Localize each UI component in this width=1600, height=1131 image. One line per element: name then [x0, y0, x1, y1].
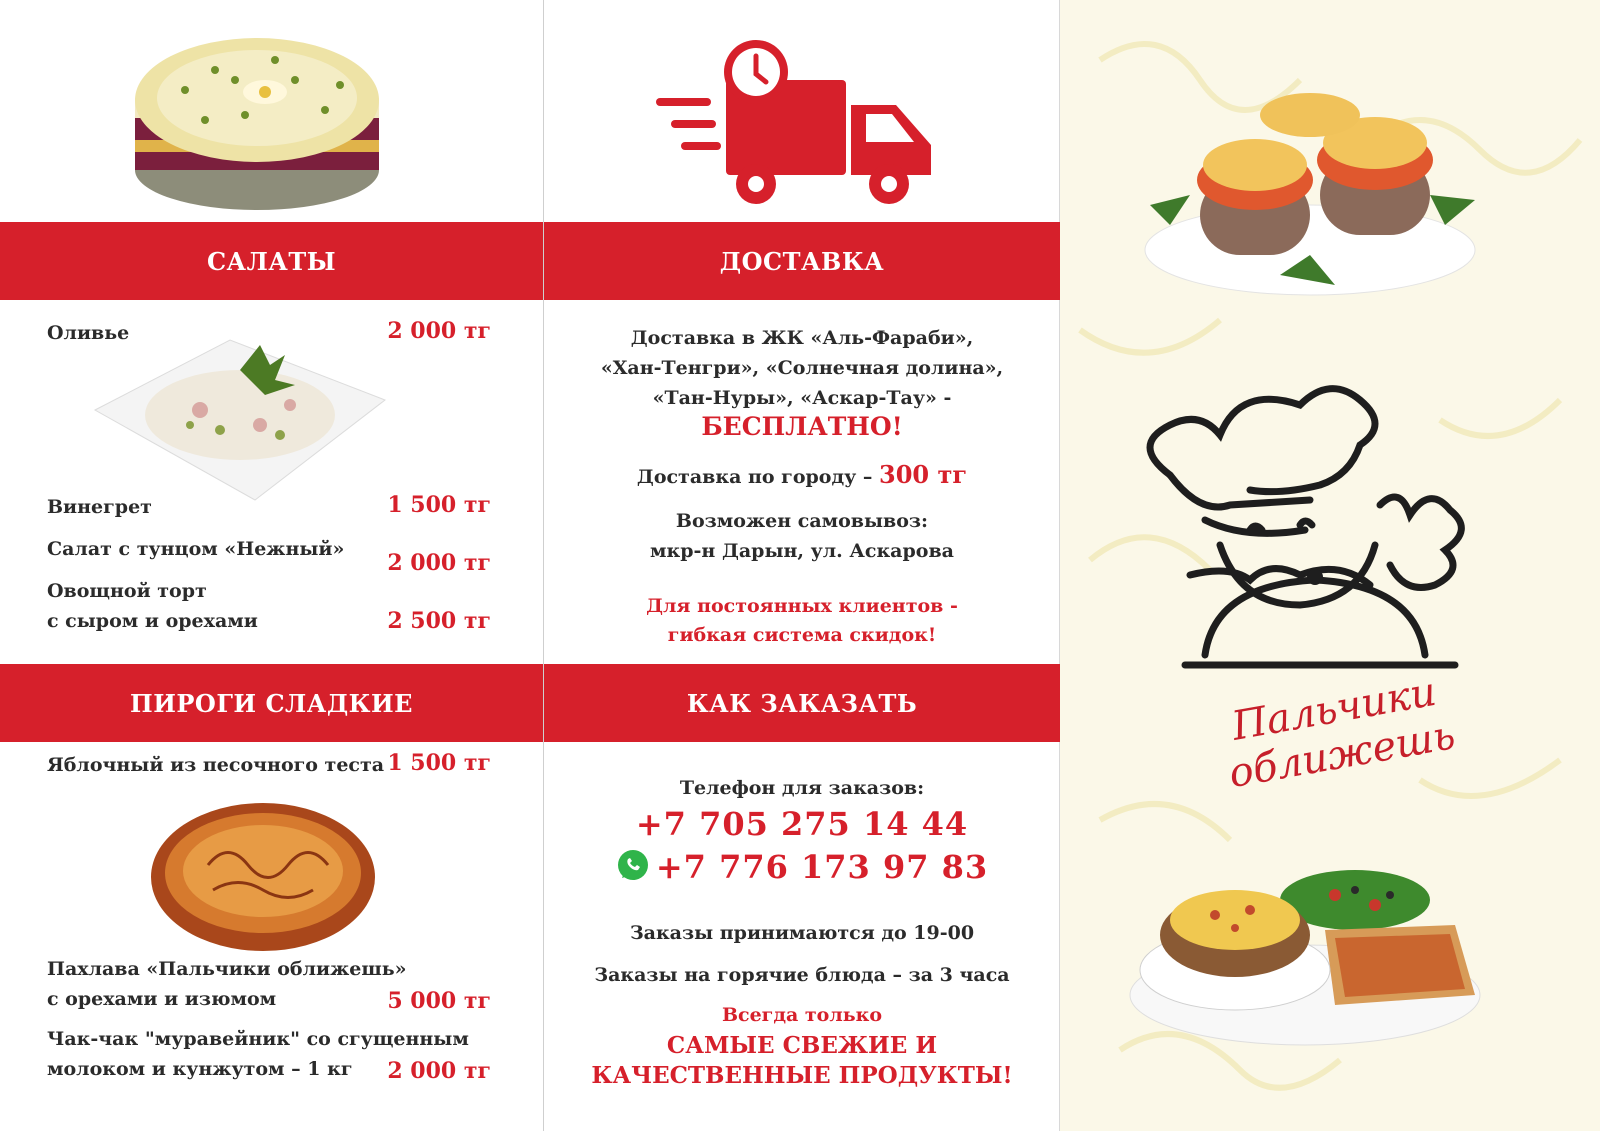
- baked-potato-plate-image: [1125, 860, 1485, 1050]
- delivery-text: «Хан-Тенгри», «Солнечная долина»,: [600, 357, 1004, 379]
- menu-item-price: 5 000 тг: [387, 988, 491, 1014]
- whatsapp-line: [544, 848, 1060, 886]
- promo-text: гибкая система скидок!: [667, 624, 937, 646]
- whatsapp-phone-number[interactable]: +7 776 173 97 83: [655, 848, 989, 886]
- delivery-header: ДОСТАВКА: [544, 222, 1060, 300]
- delivery-text: Доставка в ЖК «Аль-Фараби»,: [630, 327, 974, 349]
- city-delivery-text: Доставка по городу –: [636, 466, 873, 488]
- how-to-order-header: КАК ЗАКАЗАТЬ: [544, 664, 1060, 742]
- delivery-text: «Тан-Нуры», «Аскар-Тау» -: [652, 387, 952, 409]
- menu-item-price: 1 500 тг: [387, 492, 491, 518]
- sweet-pies-header: ПИРОГИ СЛАДКИЕ: [0, 664, 543, 742]
- menu-item-price: 2 000 тг: [387, 318, 491, 344]
- phone-label: Телефон для заказов:: [679, 777, 925, 799]
- pickup-address: мкр-н Дарын, ул. Аскарова: [650, 540, 954, 562]
- promo-text: Для постоянных клиентов -: [646, 595, 958, 617]
- brand-right-panel: [1060, 0, 1600, 1131]
- city-delivery-price: 300 тг: [879, 460, 968, 489]
- slogan-text: КАЧЕСТВЕННЫЕ ПРОДУКТЫ!: [591, 1062, 1013, 1089]
- menu-item-name: Пахлава «Пальчики оближешь»: [47, 958, 407, 980]
- phone-number[interactable]: +7 705 275 14 44: [635, 805, 969, 843]
- layered-salad-cake-image: [125, 20, 390, 220]
- menu-item-name: с сыром и орехами: [47, 610, 258, 632]
- city-delivery-line: [544, 460, 1060, 492]
- menu-item-price: 2 000 тг: [387, 1058, 491, 1084]
- salads-header: САЛАТЫ: [0, 222, 543, 300]
- pickup-text: Возможен самовывоз:: [675, 510, 929, 532]
- menu-item-price: 2 500 тг: [387, 608, 491, 634]
- menu-item-name: Салат с тунцом «Нежный»: [47, 538, 345, 560]
- slogan-text: САМЫЕ СВЕЖИЕ И: [666, 1032, 938, 1059]
- menu-left-panel: [0, 0, 543, 1131]
- olivier-salad-plate-image: [90, 330, 390, 510]
- menu-item-name: Яблочный из песочного теста: [47, 754, 385, 776]
- apple-pie-image: [148, 795, 378, 955]
- hot-dishes-note: Заказы на горячие блюда – за 3 часа: [594, 964, 1010, 986]
- menu-item-name: Винегрет: [47, 496, 152, 518]
- menu-item-name: с орехами и изюмом: [47, 988, 277, 1010]
- chef-logo-illustration: [1110, 365, 1510, 705]
- brand-logo-text: Пальчики оближешь: [1225, 668, 1459, 798]
- whatsapp-icon: [616, 848, 650, 882]
- baked-dish-image: [1130, 85, 1490, 305]
- menu-item-name: молоком и кунжутом – 1 кг: [47, 1058, 353, 1080]
- free-delivery-label: БЕСПЛАТНО!: [701, 412, 903, 441]
- order-hours: Заказы принимаются до 19-00: [629, 922, 975, 944]
- menu-item-name: Чак-чак "муравейник" со сгущенным: [47, 1028, 469, 1050]
- menu-item-price: 2 000 тг: [387, 550, 491, 576]
- menu-item-name: Овощной торт: [47, 580, 207, 602]
- slogan-text: Всегда только: [721, 1004, 883, 1026]
- delivery-truck-icon: [656, 40, 936, 205]
- menu-item-name: Оливье: [47, 322, 130, 344]
- info-middle-panel: [543, 0, 1060, 1131]
- menu-item-price: 1 500 тг: [387, 750, 491, 776]
